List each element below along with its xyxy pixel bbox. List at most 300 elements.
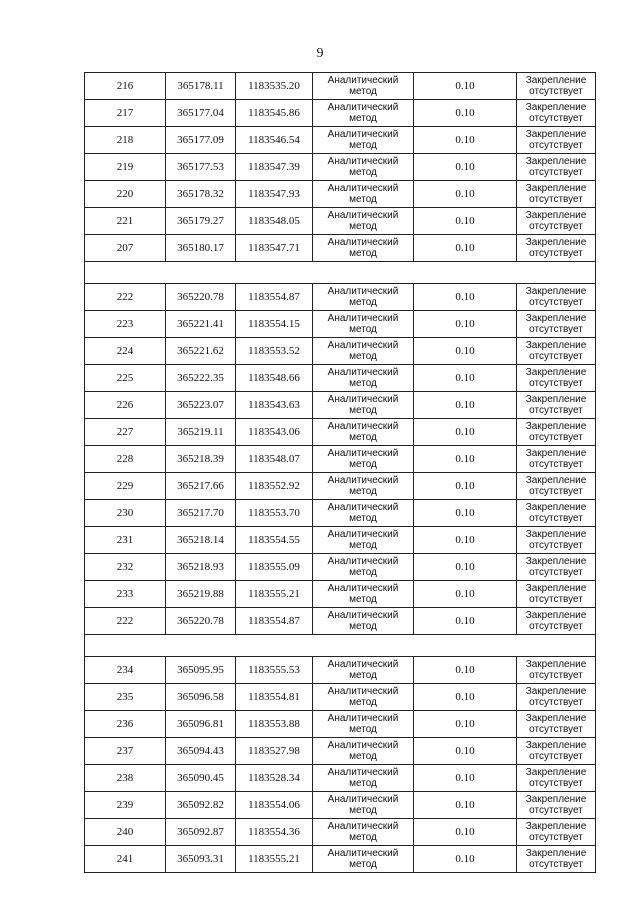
fixation-cell (517, 608, 596, 635)
fixation-text-line: Закрепление (525, 713, 587, 724)
accuracy-cell: 0.10 (414, 711, 517, 738)
fixation-text-line: отсутствует (529, 113, 583, 124)
accuracy-cell: 0.10 (414, 446, 517, 473)
method-cell (313, 365, 414, 392)
x-coordinate-cell: 365222.35 (166, 365, 236, 392)
fixation-text-line: Закрепление (525, 367, 587, 378)
fixation-text-line: Закрепление (525, 313, 587, 324)
point-id-cell: 241 (85, 846, 166, 873)
table-row (85, 208, 596, 235)
method-text-line: метод (349, 670, 377, 681)
accuracy-cell: 0.10 (414, 338, 517, 365)
fixation-cell (517, 554, 596, 581)
fixation-cell (517, 311, 596, 338)
fixation-text-line: Закрепление (525, 794, 587, 805)
table-row (85, 419, 596, 446)
fixation-cell (517, 473, 596, 500)
point-id-cell: 222 (85, 284, 166, 311)
table-row (85, 711, 596, 738)
fixation-cell (517, 419, 596, 446)
fixation-text-line: Закрепление (525, 75, 587, 86)
x-coordinate-cell: 365094.43 (166, 738, 236, 765)
method-text-line: метод (349, 140, 377, 151)
method-cell (313, 446, 414, 473)
group-separator-cell (85, 262, 596, 284)
table-row (85, 846, 596, 873)
table-row (85, 554, 596, 581)
x-coordinate-cell: 365219.88 (166, 581, 236, 608)
point-id-cell: 225 (85, 365, 166, 392)
fixation-text-line: Закрепление (525, 848, 587, 859)
y-coordinate-cell: 1183552.92 (236, 473, 313, 500)
x-coordinate-cell: 365220.78 (166, 608, 236, 635)
fixation-text-line: отсутствует (529, 805, 583, 816)
method-text-line: метод (349, 194, 377, 205)
method-text-line: Аналитический (327, 740, 399, 751)
method-text-line: Аналитический (327, 102, 399, 113)
y-coordinate-cell: 1183555.21 (236, 581, 313, 608)
fixation-text-line: отсутствует (529, 194, 583, 205)
method-text-line: Аналитический (327, 340, 399, 351)
method-text-line: метод (349, 486, 377, 497)
x-coordinate-cell: 365177.04 (166, 100, 236, 127)
fixation-text-line: Закрепление (525, 610, 587, 621)
point-id-cell: 219 (85, 154, 166, 181)
point-id-cell: 238 (85, 765, 166, 792)
fixation-text-line: отсутствует (529, 832, 583, 843)
point-id-cell: 224 (85, 338, 166, 365)
fixation-text-line: отсутствует (529, 567, 583, 578)
fixation-cell (517, 684, 596, 711)
fixation-text-line: отсутствует (529, 859, 583, 870)
table-row (85, 765, 596, 792)
table-row (85, 311, 596, 338)
y-coordinate-cell: 1183553.88 (236, 711, 313, 738)
x-coordinate-cell: 365217.70 (166, 500, 236, 527)
table-row (85, 284, 596, 311)
method-cell (313, 527, 414, 554)
fixation-text-line: отсутствует (529, 621, 583, 632)
fixation-cell (517, 738, 596, 765)
fixation-cell (517, 527, 596, 554)
fixation-text-line: Закрепление (525, 394, 587, 405)
method-text-line: метод (349, 540, 377, 551)
table-row (85, 500, 596, 527)
x-coordinate-cell: 365092.82 (166, 792, 236, 819)
accuracy-cell: 0.10 (414, 581, 517, 608)
fixation-text-line: Закрепление (525, 686, 587, 697)
fixation-text-line: отсутствует (529, 751, 583, 762)
table-row (85, 338, 596, 365)
table-row (85, 127, 596, 154)
method-cell (313, 608, 414, 635)
fixation-cell (517, 792, 596, 819)
method-text-line: метод (349, 567, 377, 578)
table-row (85, 738, 596, 765)
method-cell (313, 419, 414, 446)
method-cell (313, 127, 414, 154)
accuracy-cell: 0.10 (414, 127, 517, 154)
fixation-text-line: Закрепление (525, 129, 587, 140)
accuracy-cell: 0.10 (414, 554, 517, 581)
method-text-line: Аналитический (327, 210, 399, 221)
method-text-line: Аналитический (327, 313, 399, 324)
method-text-line: метод (349, 621, 377, 632)
method-text-line: метод (349, 351, 377, 362)
fixation-text-line: Закрепление (525, 237, 587, 248)
x-coordinate-cell: 365096.58 (166, 684, 236, 711)
fixation-text-line: Закрепление (525, 286, 587, 297)
method-text-line: метод (349, 459, 377, 470)
y-coordinate-cell: 1183555.09 (236, 554, 313, 581)
method-text-line: метод (349, 594, 377, 605)
fixation-cell (517, 154, 596, 181)
point-id-cell: 216 (85, 73, 166, 100)
fixation-text-line: отсутствует (529, 324, 583, 335)
y-coordinate-cell: 1183554.55 (236, 527, 313, 554)
method-cell (313, 208, 414, 235)
fixation-cell (517, 338, 596, 365)
fixation-cell (517, 500, 596, 527)
accuracy-cell: 0.10 (414, 419, 517, 446)
fixation-text-line: отсутствует (529, 405, 583, 416)
point-id-cell: 232 (85, 554, 166, 581)
accuracy-cell: 0.10 (414, 819, 517, 846)
point-id-cell: 239 (85, 792, 166, 819)
y-coordinate-cell: 1183555.21 (236, 846, 313, 873)
method-cell (313, 73, 414, 100)
fixation-text-line: отсутствует (529, 724, 583, 735)
y-coordinate-cell: 1183554.15 (236, 311, 313, 338)
fixation-text-line: Закрепление (525, 740, 587, 751)
y-coordinate-cell: 1183535.20 (236, 73, 313, 100)
x-coordinate-cell: 365178.11 (166, 73, 236, 100)
y-coordinate-cell: 1183547.39 (236, 154, 313, 181)
fixation-text-line: Закрепление (525, 556, 587, 567)
x-coordinate-cell: 365221.41 (166, 311, 236, 338)
fixation-cell (517, 284, 596, 311)
fixation-text-line: Закрепление (525, 156, 587, 167)
fixation-text-line: отсутствует (529, 167, 583, 178)
method-cell (313, 711, 414, 738)
point-id-cell: 223 (85, 311, 166, 338)
method-cell (313, 738, 414, 765)
point-id-cell: 228 (85, 446, 166, 473)
fixation-cell (517, 127, 596, 154)
x-coordinate-cell: 365220.78 (166, 284, 236, 311)
fixation-text-line: отсутствует (529, 140, 583, 151)
table-row (85, 608, 596, 635)
group-separator-cell (85, 635, 596, 657)
fixation-cell (517, 392, 596, 419)
point-id-cell: 235 (85, 684, 166, 711)
x-coordinate-cell: 365217.66 (166, 473, 236, 500)
method-text-line: метод (349, 832, 377, 843)
point-id-cell: 220 (85, 181, 166, 208)
fixation-text-line: отсутствует (529, 297, 583, 308)
table-row (85, 819, 596, 846)
fixation-cell (517, 657, 596, 684)
x-coordinate-cell: 365218.14 (166, 527, 236, 554)
point-id-cell: 229 (85, 473, 166, 500)
method-text-line: Аналитический (327, 421, 399, 432)
method-text-line: метод (349, 513, 377, 524)
fixation-text-line: Закрепление (525, 340, 587, 351)
table-row (85, 581, 596, 608)
accuracy-cell: 0.10 (414, 684, 517, 711)
y-coordinate-cell: 1183527.98 (236, 738, 313, 765)
method-cell (313, 392, 414, 419)
fixation-cell (517, 581, 596, 608)
table-row (85, 792, 596, 819)
fixation-text-line: Закрепление (525, 502, 587, 513)
method-text-line: метод (349, 859, 377, 870)
accuracy-cell: 0.10 (414, 284, 517, 311)
method-cell (313, 819, 414, 846)
method-text-line: Аналитический (327, 502, 399, 513)
fixation-text-line: отсутствует (529, 513, 583, 524)
x-coordinate-cell: 365221.62 (166, 338, 236, 365)
table-row (85, 473, 596, 500)
table-row (85, 235, 596, 262)
method-text-line: метод (349, 167, 377, 178)
table-row (85, 154, 596, 181)
table-row (85, 181, 596, 208)
method-text-line: Аналитический (327, 183, 399, 194)
method-text-line: Аналитический (327, 367, 399, 378)
fixation-text-line: отсутствует (529, 459, 583, 470)
method-cell (313, 554, 414, 581)
accuracy-cell: 0.10 (414, 208, 517, 235)
x-coordinate-cell: 365090.45 (166, 765, 236, 792)
accuracy-cell: 0.10 (414, 792, 517, 819)
table-row (85, 100, 596, 127)
method-text-line: Аналитический (327, 475, 399, 486)
fixation-text-line: Закрепление (525, 210, 587, 221)
y-coordinate-cell: 1183546.54 (236, 127, 313, 154)
method-text-line: Аналитический (327, 156, 399, 167)
x-coordinate-cell: 365218.39 (166, 446, 236, 473)
method-text-line: Аналитический (327, 556, 399, 567)
method-text-line: Аналитический (327, 237, 399, 248)
fixation-cell (517, 181, 596, 208)
y-coordinate-cell: 1183554.87 (236, 608, 313, 635)
method-text-line: Аналитический (327, 713, 399, 724)
fixation-text-line: Закрепление (525, 659, 587, 670)
y-coordinate-cell: 1183554.06 (236, 792, 313, 819)
method-text-line: метод (349, 297, 377, 308)
method-text-line: Аналитический (327, 659, 399, 670)
fixation-cell (517, 765, 596, 792)
accuracy-cell: 0.10 (414, 738, 517, 765)
fixation-cell (517, 73, 596, 100)
method-text-line: Аналитический (327, 286, 399, 297)
fixation-cell (517, 819, 596, 846)
fixation-text-line: отсутствует (529, 351, 583, 362)
fixation-text-line: Закрепление (525, 767, 587, 778)
y-coordinate-cell: 1183545.86 (236, 100, 313, 127)
method-cell (313, 100, 414, 127)
y-coordinate-cell: 1183555.53 (236, 657, 313, 684)
point-id-cell: 218 (85, 127, 166, 154)
y-coordinate-cell: 1183553.52 (236, 338, 313, 365)
method-text-line: метод (349, 432, 377, 443)
x-coordinate-cell: 365092.87 (166, 819, 236, 846)
y-coordinate-cell: 1183547.93 (236, 181, 313, 208)
y-coordinate-cell: 1183548.07 (236, 446, 313, 473)
y-coordinate-cell: 1183543.06 (236, 419, 313, 446)
accuracy-cell: 0.10 (414, 311, 517, 338)
fixation-cell (517, 446, 596, 473)
accuracy-cell: 0.10 (414, 765, 517, 792)
accuracy-cell: 0.10 (414, 527, 517, 554)
fixation-text-line: отсутствует (529, 432, 583, 443)
method-cell (313, 500, 414, 527)
method-text-line: Аналитический (327, 794, 399, 805)
accuracy-cell: 0.10 (414, 473, 517, 500)
method-text-line: Аналитический (327, 75, 399, 86)
accuracy-cell: 0.10 (414, 392, 517, 419)
method-cell (313, 235, 414, 262)
fixation-cell (517, 365, 596, 392)
fixation-text-line: отсутствует (529, 221, 583, 232)
coordinates-table (84, 72, 596, 873)
fixation-text-line: Закрепление (525, 583, 587, 594)
x-coordinate-cell: 365219.11 (166, 419, 236, 446)
accuracy-cell: 0.10 (414, 608, 517, 635)
x-coordinate-cell: 365179.27 (166, 208, 236, 235)
method-cell (313, 581, 414, 608)
method-cell (313, 284, 414, 311)
fixation-text-line: Закрепление (525, 448, 587, 459)
y-coordinate-cell: 1183528.34 (236, 765, 313, 792)
method-text-line: метод (349, 724, 377, 735)
table-row (85, 392, 596, 419)
fixation-cell (517, 235, 596, 262)
point-id-cell: 226 (85, 392, 166, 419)
method-cell (313, 765, 414, 792)
table-row (85, 527, 596, 554)
method-text-line: метод (349, 86, 377, 97)
fixation-text-line: отсутствует (529, 378, 583, 389)
method-cell (313, 792, 414, 819)
x-coordinate-cell: 365095.95 (166, 657, 236, 684)
y-coordinate-cell: 1183543.63 (236, 392, 313, 419)
point-id-cell: 217 (85, 100, 166, 127)
fixation-text-line: отсутствует (529, 778, 583, 789)
group-separator-row (85, 635, 596, 657)
x-coordinate-cell: 365180.17 (166, 235, 236, 262)
table-row (85, 684, 596, 711)
method-text-line: Аналитический (327, 821, 399, 832)
x-coordinate-cell: 365218.93 (166, 554, 236, 581)
point-id-cell: 234 (85, 657, 166, 684)
method-text-line: Аналитический (327, 529, 399, 540)
fixation-text-line: отсутствует (529, 540, 583, 551)
x-coordinate-cell: 365093.31 (166, 846, 236, 873)
point-id-cell: 227 (85, 419, 166, 446)
point-id-cell: 231 (85, 527, 166, 554)
method-text-line: метод (349, 697, 377, 708)
table-row (85, 657, 596, 684)
fixation-cell (517, 208, 596, 235)
accuracy-cell: 0.10 (414, 500, 517, 527)
method-cell (313, 338, 414, 365)
y-coordinate-cell: 1183553.70 (236, 500, 313, 527)
x-coordinate-cell: 365177.53 (166, 154, 236, 181)
method-text-line: метод (349, 248, 377, 259)
accuracy-cell: 0.10 (414, 181, 517, 208)
group-separator-row (85, 262, 596, 284)
method-cell (313, 684, 414, 711)
fixation-text-line: отсутствует (529, 486, 583, 497)
point-id-cell: 236 (85, 711, 166, 738)
fixation-text-line: отсутствует (529, 697, 583, 708)
fixation-cell (517, 711, 596, 738)
y-coordinate-cell: 1183554.36 (236, 819, 313, 846)
accuracy-cell: 0.10 (414, 846, 517, 873)
method-text-line: Аналитический (327, 394, 399, 405)
fixation-text-line: Закрепление (525, 183, 587, 194)
method-text-line: Аналитический (327, 583, 399, 594)
fixation-text-line: Закрепление (525, 529, 587, 540)
page-number: 9 (316, 46, 324, 61)
method-text-line: Аналитический (327, 448, 399, 459)
method-text-line: метод (349, 778, 377, 789)
accuracy-cell: 0.10 (414, 154, 517, 181)
x-coordinate-cell: 365096.81 (166, 711, 236, 738)
method-text-line: метод (349, 324, 377, 335)
table-row (85, 446, 596, 473)
point-id-cell: 222 (85, 608, 166, 635)
y-coordinate-cell: 1183548.66 (236, 365, 313, 392)
y-coordinate-cell: 1183547.71 (236, 235, 313, 262)
accuracy-cell: 0.10 (414, 657, 517, 684)
method-cell (313, 657, 414, 684)
fixation-text-line: Закрепление (525, 421, 587, 432)
point-id-cell: 230 (85, 500, 166, 527)
y-coordinate-cell: 1183554.81 (236, 684, 313, 711)
table-body (85, 73, 596, 873)
point-id-cell: 207 (85, 235, 166, 262)
method-cell (313, 846, 414, 873)
fixation-text-line: Закрепление (525, 821, 587, 832)
method-cell (313, 181, 414, 208)
method-text-line: метод (349, 405, 377, 416)
method-text-line: Аналитический (327, 848, 399, 859)
method-text-line: Аналитический (327, 686, 399, 697)
fixation-text-line: Закрепление (525, 102, 587, 113)
method-cell (313, 311, 414, 338)
method-text-line: метод (349, 378, 377, 389)
table-row (85, 73, 596, 100)
method-text-line: Аналитический (327, 129, 399, 140)
fixation-cell (517, 100, 596, 127)
point-id-cell: 237 (85, 738, 166, 765)
method-text-line: метод (349, 751, 377, 762)
method-text-line: Аналитический (327, 767, 399, 778)
y-coordinate-cell: 1183548.05 (236, 208, 313, 235)
fixation-text-line: отсутствует (529, 86, 583, 97)
x-coordinate-cell: 365223.07 (166, 392, 236, 419)
fixation-cell (517, 846, 596, 873)
method-cell (313, 473, 414, 500)
accuracy-cell: 0.10 (414, 73, 517, 100)
method-text-line: метод (349, 805, 377, 816)
fixation-text-line: отсутствует (529, 670, 583, 681)
x-coordinate-cell: 365178.32 (166, 181, 236, 208)
point-id-cell: 233 (85, 581, 166, 608)
